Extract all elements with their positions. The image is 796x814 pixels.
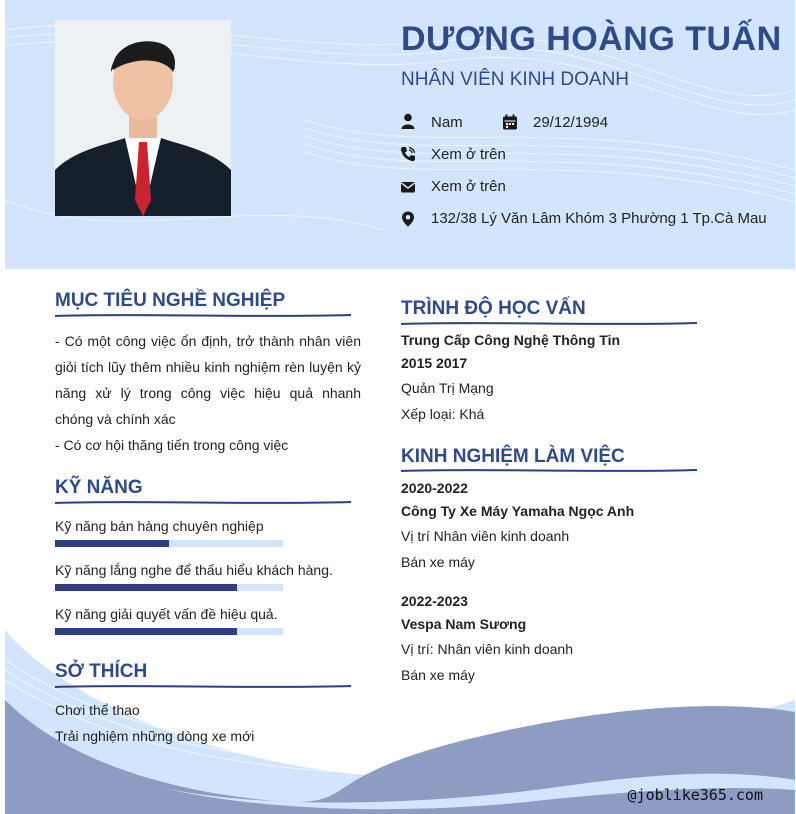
- location-icon: [400, 211, 416, 227]
- hobbies-title: SỞ THÍCH: [55, 661, 148, 682]
- skill-bar-fill: [55, 584, 237, 591]
- skills-title: KỸ NĂNG: [55, 477, 143, 498]
- job-company: Vespa Nam Sương: [401, 616, 527, 632]
- phone-icon: [400, 146, 416, 162]
- job-period: 2022-2023: [401, 593, 468, 609]
- job-description: Bán xe máy: [401, 554, 475, 570]
- address-value: 132/38 Lý Văn Lâm Khóm 3 Phường 1 Tp.Cà Mau: [431, 210, 767, 227]
- user-icon: [400, 113, 416, 129]
- email-value: Xem ở trên: [431, 178, 506, 195]
- job-role: Vị trí: Nhân viên kinh doanh: [401, 641, 573, 657]
- job-company: Công Ty Xe Máy Yamaha Ngọc Anh: [401, 503, 635, 519]
- candidate-position: NHÂN VIÊN KINH DOANH: [401, 69, 630, 90]
- skill-label: Kỹ năng lắng nghe để thấu hiểu khách hàng.: [55, 562, 333, 578]
- birthday-value: 29/12/1994: [533, 114, 609, 131]
- calendar-icon: [502, 114, 518, 130]
- education-title: TRÌNH ĐỘ HỌC VẤN: [401, 298, 586, 319]
- education-major: Quản Trị Mạng: [401, 380, 494, 396]
- candidate-name: DƯƠNG HOÀNG TUẤN: [401, 20, 782, 58]
- hobby-item: Chơi thể thao: [55, 702, 140, 718]
- email-icon: [400, 179, 416, 195]
- skill-bar-fill: [55, 628, 237, 635]
- experience-underline: [401, 468, 697, 472]
- education-underline: [401, 321, 697, 325]
- hobby-item: Trải nghiệm những dòng xe mới: [55, 728, 255, 744]
- skill-bar: [55, 540, 283, 547]
- watermark-text: @joblike365.com: [627, 786, 763, 804]
- profile-photo: [55, 20, 231, 216]
- objective-line-1: - Có một công việc ổn định, trở thành nhân viên giỏi tích lũy thêm nhiều kinh nghiệm rèn luyện kỷ năng xử lý trong công việc hiệu quả nhanh chóng và chính xác: [55, 333, 361, 427]
- phone-value: Xem ở trên: [431, 146, 506, 163]
- education-years: 2015 2017: [401, 355, 468, 371]
- experience-title: KINH NGHIỆM LÀM VIỆC: [401, 446, 625, 467]
- cv-page: [5, 0, 795, 814]
- skills-underline: [55, 500, 351, 504]
- job-description: Bán xe máy: [401, 667, 475, 683]
- objective-text: [55, 328, 361, 458]
- skill-bar-fill: [55, 540, 169, 547]
- education-grade: Xếp loại: Khá: [401, 406, 485, 422]
- job-period: 2020-2022: [401, 480, 468, 496]
- objective-line-2: - Có cơ hội thăng tiến trong công việc: [55, 437, 289, 453]
- gender-value: Nam: [431, 114, 463, 131]
- education-school: Trung Cấp Công Nghệ Thông Tin: [401, 332, 621, 348]
- skill-label: Kỹ năng bán hàng chuyên nghiệp: [55, 518, 264, 534]
- skill-label: Kỹ năng giải quyết vấn đề hiệu quả.: [55, 606, 278, 622]
- job-role: Vị trí Nhân viên kinh doanh: [401, 528, 570, 544]
- hobbies-underline: [55, 684, 351, 688]
- skill-bar: [55, 628, 283, 635]
- objective-title: MỤC TIÊU NGHỀ NGHIỆP: [55, 290, 286, 311]
- skill-bar: [55, 584, 283, 591]
- objective-underline: [55, 313, 351, 317]
